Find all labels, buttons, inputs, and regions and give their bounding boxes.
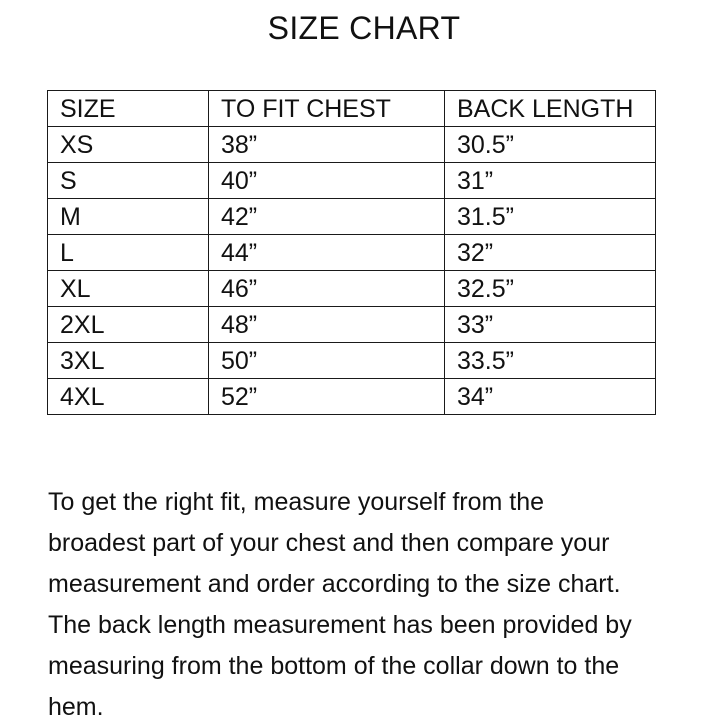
page-title: SIZE CHART: [267, 10, 461, 46]
chest-cell: 48”: [209, 307, 445, 343]
table-header-row: [48, 91, 656, 127]
instruction-line: broadest part of your chest and then compare your: [48, 529, 610, 557]
size-cell: M: [48, 199, 209, 235]
table-row: [48, 163, 656, 199]
column-header-size: SIZE: [48, 91, 209, 127]
size-cell: XS: [48, 127, 209, 163]
table-row: [48, 235, 656, 271]
table-row: [48, 271, 656, 307]
chest-cell: 46”: [209, 271, 445, 307]
chest-cell: 52”: [209, 379, 445, 415]
instruction-line: hem.: [48, 693, 104, 721]
table-row: [48, 307, 656, 343]
table-row: [48, 343, 656, 379]
chest-cell: 44”: [209, 235, 445, 271]
size-cell: 3XL: [48, 343, 209, 379]
back-length-cell: 34”: [445, 379, 656, 415]
size-cell: XL: [48, 271, 209, 307]
size-chart-table: [47, 90, 656, 415]
instruction-line: The back length measurement has been provided by: [48, 611, 632, 639]
back-length-cell: 31”: [445, 163, 656, 199]
column-header-chest: TO FIT CHEST: [209, 91, 445, 127]
instruction-line: To get the right fit, measure yourself from the: [48, 488, 545, 516]
column-header-back-length: BACK LENGTH: [445, 91, 656, 127]
table-row: [48, 199, 656, 235]
size-cell: 4XL: [48, 379, 209, 415]
chest-cell: 50”: [209, 343, 445, 379]
chest-cell: 40”: [209, 163, 445, 199]
back-length-cell: 33.5”: [445, 343, 656, 379]
instruction-line: measuring from the bottom of the collar down to the: [48, 652, 620, 680]
back-length-cell: 32.5”: [445, 271, 656, 307]
size-cell: L: [48, 235, 209, 271]
size-cell: 2XL: [48, 307, 209, 343]
back-length-cell: 32”: [445, 235, 656, 271]
size-cell: S: [48, 163, 209, 199]
fit-instructions: [48, 482, 718, 728]
back-length-cell: 30.5”: [445, 127, 656, 163]
back-length-cell: 31.5”: [445, 199, 656, 235]
table-row: [48, 127, 656, 163]
chest-cell: 42”: [209, 199, 445, 235]
instruction-line: measurement and order according to the size chart.: [48, 570, 621, 598]
table-row: [48, 379, 656, 415]
back-length-cell: 33”: [445, 307, 656, 343]
chest-cell: 38”: [209, 127, 445, 163]
